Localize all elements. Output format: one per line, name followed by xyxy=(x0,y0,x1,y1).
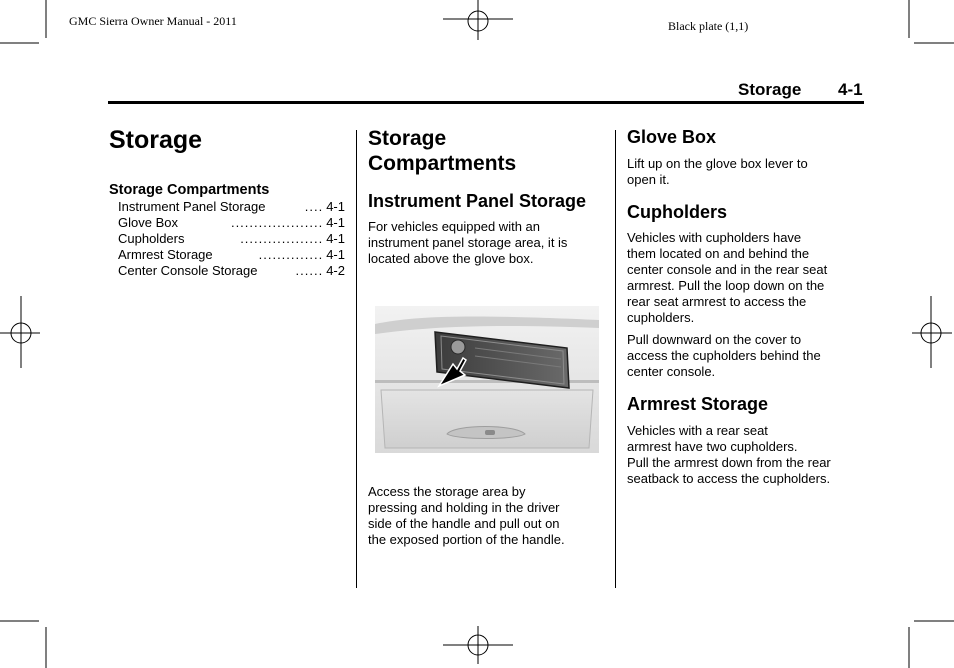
subsection-heading-instrument-panel: Instrument Panel Storage xyxy=(368,191,587,211)
text-line: For vehicles equipped with an xyxy=(368,219,540,234)
toc-entry-leader: .............. xyxy=(258,247,324,262)
toc-entry-label: Cupholders xyxy=(118,231,185,246)
text-line: rear seat armrest to access the xyxy=(627,294,807,309)
text-line: located above the glove box. xyxy=(368,251,534,266)
subsection-heading-cupholders: Cupholders xyxy=(627,202,728,222)
toc-heading: Storage Compartments xyxy=(109,182,270,198)
instrument-panel-intro xyxy=(368,219,604,267)
text-line: cupholders. xyxy=(627,310,695,325)
toc-entry[interactable] xyxy=(118,231,345,247)
toc-entry-page: 4-1 xyxy=(326,247,345,262)
table-of-contents xyxy=(118,199,345,279)
chapter-title: Storage xyxy=(109,126,203,154)
instrument-panel-photo xyxy=(375,306,599,453)
manual-title: GMC Sierra Owner Manual - 2011 xyxy=(69,14,237,28)
text-line: them located on and behind the xyxy=(627,246,810,261)
toc-entry-leader: .................. xyxy=(240,231,324,246)
header-rule xyxy=(108,101,864,104)
column-divider-1 xyxy=(356,130,357,588)
text-line: armrest. Pull the loop down on the xyxy=(627,278,825,293)
toc-entry-label: Instrument Panel Storage xyxy=(118,199,266,214)
text-line: open it. xyxy=(627,172,670,187)
text-line: Vehicles with cupholders have xyxy=(627,230,802,245)
instrument-panel-caption xyxy=(368,484,604,548)
toc-entry-leader: .... xyxy=(304,199,324,214)
text-line: Access the storage area by xyxy=(368,484,526,499)
toc-entry-page: 4-2 xyxy=(326,263,345,278)
text-line: Pull downward on the cover to xyxy=(627,332,802,347)
text-line: Lift up on the glove box lever to xyxy=(627,156,808,171)
text-line: Pull the armrest down from the rear xyxy=(627,455,831,470)
text-line: seatback to access the cupholders. xyxy=(627,471,831,486)
text-line: armrest have two cupholders. xyxy=(627,439,798,454)
toc-entry[interactable] xyxy=(118,263,345,279)
armrest-text xyxy=(627,423,863,487)
plate-label: Black plate (1,1) xyxy=(668,19,749,33)
text-line: side of the handle and pull out on xyxy=(368,516,560,531)
cupholders-paragraph-1 xyxy=(627,230,863,326)
toc-entry-label: Center Console Storage xyxy=(118,263,258,278)
toc-entry-page: 4-1 xyxy=(326,199,345,214)
cupholders-paragraph-2 xyxy=(627,332,863,380)
section-heading-line-1: Storage xyxy=(368,127,447,150)
section-heading xyxy=(368,126,516,176)
toc-entry-page: 4-1 xyxy=(326,215,345,230)
subsection-heading-glove-box: Glove Box xyxy=(627,127,717,147)
toc-entry-label: Glove Box xyxy=(118,215,178,230)
toc-entry[interactable] xyxy=(118,199,345,215)
toc-entry-page: 4-1 xyxy=(326,231,345,246)
column-divider-2 xyxy=(615,130,616,588)
text-line: pressing and holding in the driver xyxy=(368,500,560,515)
text-line: access the cupholders behind the xyxy=(627,348,821,363)
text-line: instrument panel storage area, it is xyxy=(368,235,568,250)
glove-box-text xyxy=(627,156,863,188)
toc-entry[interactable] xyxy=(118,215,345,231)
text-line: center console. xyxy=(627,364,716,379)
toc-entry-leader: .................... xyxy=(230,215,324,230)
text-line: Vehicles with a rear seat xyxy=(627,423,768,438)
toc-entry-leader: ...... xyxy=(295,263,324,278)
page-number: 4-1 xyxy=(838,80,863,99)
text-line: center console and in the rear seat xyxy=(627,262,828,277)
text-line: the exposed portion of the handle. xyxy=(368,532,565,547)
section-heading-line-2: Compartments xyxy=(368,152,517,175)
toc-entry-label: Armrest Storage xyxy=(118,247,213,262)
section-name: Storage xyxy=(738,80,802,99)
toc-entry[interactable] xyxy=(118,247,345,263)
photo-illustration xyxy=(375,306,599,453)
subsection-heading-armrest: Armrest Storage xyxy=(627,394,769,414)
